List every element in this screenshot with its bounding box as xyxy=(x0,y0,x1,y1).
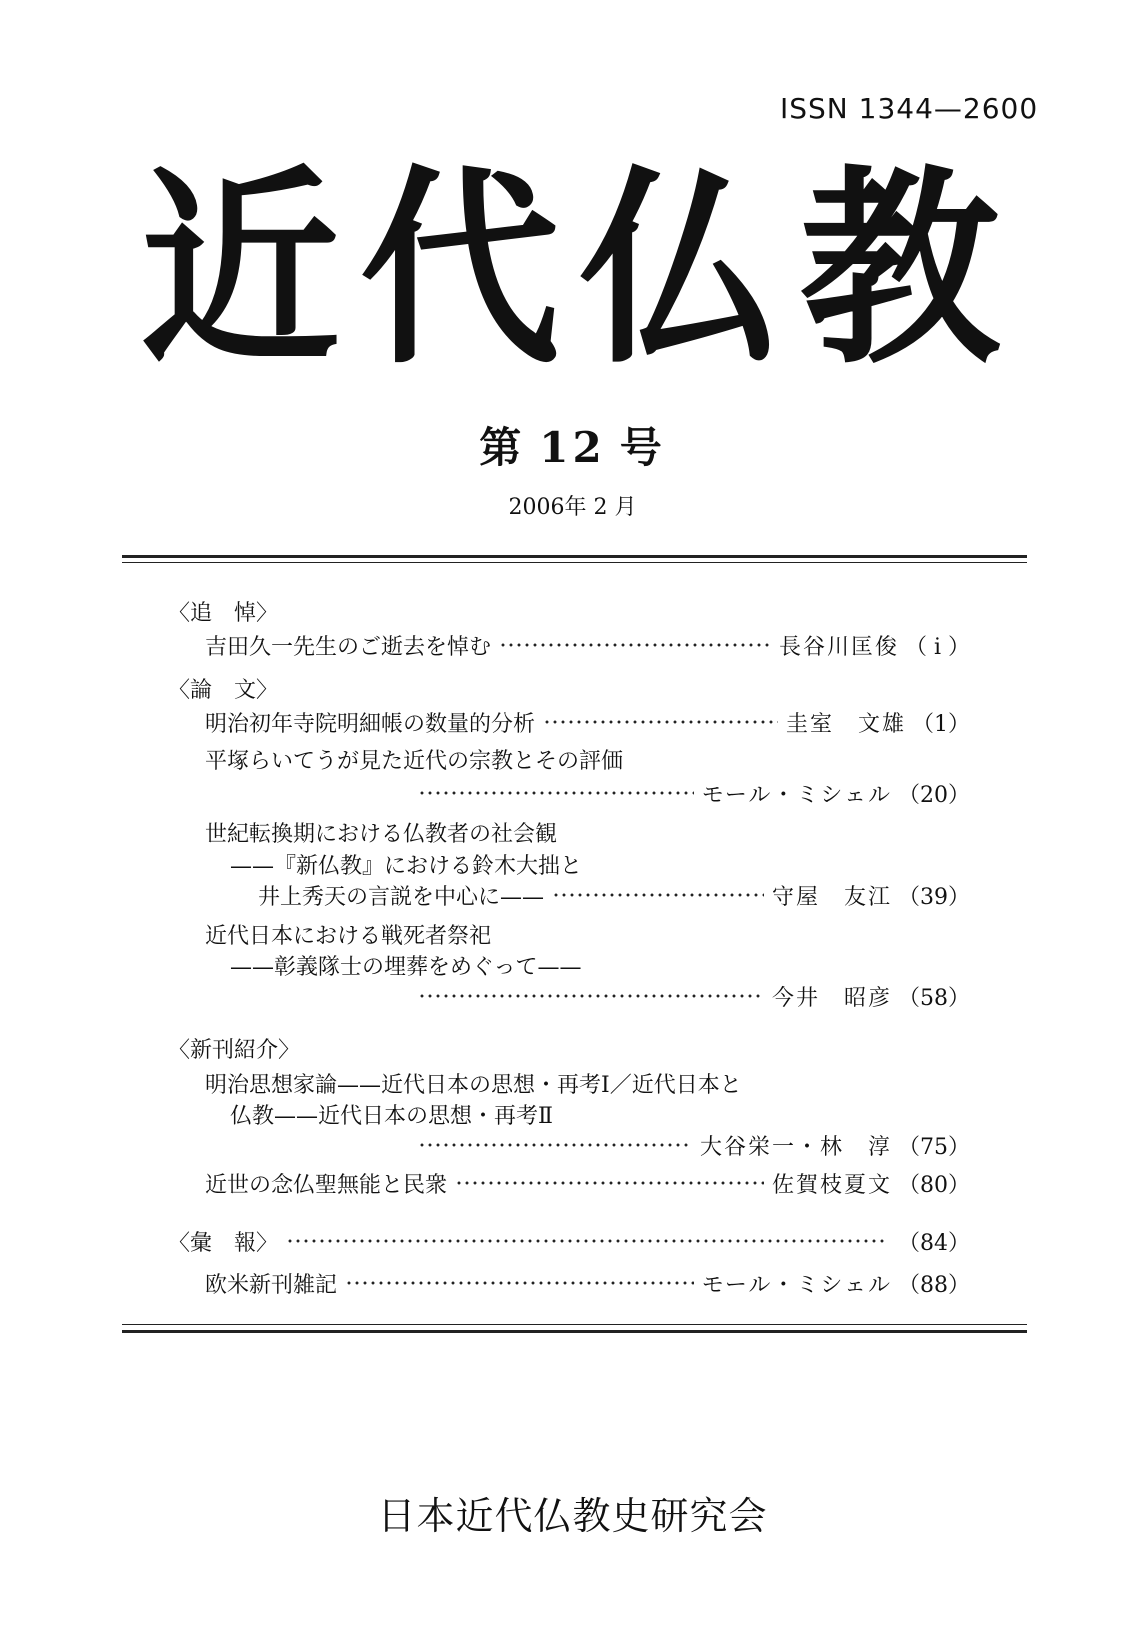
leader-dots xyxy=(552,893,764,897)
section-news: 〈彙 報〉 xyxy=(168,1230,279,1256)
entry-subtitle: ——彰義隊士の埋葬をめぐって—— xyxy=(230,954,582,980)
bottom-rule-thick xyxy=(122,1330,1027,1333)
leader-dots xyxy=(418,791,694,795)
entry-page: （58） xyxy=(898,985,970,1011)
leader-dots xyxy=(455,1181,764,1185)
title-char-3: 仏 xyxy=(579,146,780,393)
issue-suffix: 号 xyxy=(619,423,666,472)
entry-subtitle: ——『新仏教』における鈴木大拙と xyxy=(230,853,583,879)
top-rule-thick xyxy=(122,555,1027,558)
entry-title: 欧米新刊雑記 xyxy=(205,1272,338,1298)
toc-entry-review1[interactable] xyxy=(410,1130,970,1160)
title-char-4: 教 xyxy=(799,146,1000,393)
issue-number xyxy=(0,415,1145,475)
journal-title xyxy=(140,146,1000,393)
section-papers: 〈論 文〉 xyxy=(168,678,279,703)
toc-entry-review1-title[interactable] xyxy=(205,1068,970,1098)
toc-entry-news1[interactable] xyxy=(205,1268,970,1298)
entry-subtitle: 井上秀天の言説を中心に—— xyxy=(258,884,545,910)
entry-title: 平塚らいてうが見た近代の宗教とその評価 xyxy=(205,748,624,774)
toc-entry-paper4[interactable] xyxy=(410,981,970,1011)
toc-entry-paper3[interactable] xyxy=(258,880,970,910)
title-char-2: 代 xyxy=(359,146,560,393)
entry-title: 世紀転換期における仏教者の社会観 xyxy=(205,821,558,847)
toc-entry-news[interactable] xyxy=(168,1226,970,1256)
entry-page: （84） xyxy=(898,1230,970,1256)
toc-entry-paper4-subtitle xyxy=(230,950,970,980)
entry-page: （88） xyxy=(898,1272,970,1298)
leader-dots xyxy=(418,1143,692,1147)
entry-author: 圭室 文雄 xyxy=(785,711,906,737)
entry-page: （39） xyxy=(898,884,970,910)
top-rule-thin xyxy=(122,562,1027,563)
entry-page: （1） xyxy=(912,711,970,737)
bottom-rule-thin xyxy=(122,1324,1027,1325)
toc-entry-paper4-title[interactable] xyxy=(205,919,970,949)
toc-entry-paper3-subtitle1 xyxy=(230,849,970,879)
section-obituary: 〈追 悼〉 xyxy=(168,601,279,626)
entry-title: 明治思想家論——近代日本の思想・再考Ⅰ／近代日本と xyxy=(205,1072,742,1098)
entry-title: 近代日本における戦死者祭祀 xyxy=(205,923,492,949)
toc-entry-review2[interactable] xyxy=(205,1168,970,1198)
leader-dots xyxy=(286,1239,884,1243)
leader-dots xyxy=(499,643,771,647)
entry-title: 近世の念仏聖無能と民衆 xyxy=(205,1172,448,1198)
entry-author: 守屋 友江 xyxy=(771,884,892,910)
entry-author: モール・ミシェル xyxy=(701,1272,892,1298)
toc-entry-paper2-title[interactable] xyxy=(205,744,970,774)
publication-date: 2006年 2 月 xyxy=(508,495,637,520)
issn-number: ISSN 1344—2600 xyxy=(780,92,1039,125)
entry-page: （75） xyxy=(898,1134,970,1160)
publisher-name: 日本近代仏教史研究会 xyxy=(377,1494,768,1538)
entry-author: 長谷川匡俊 xyxy=(778,634,899,660)
entry-author: 大谷栄一・林 淳 xyxy=(699,1134,892,1160)
title-char-1: 近 xyxy=(140,146,341,393)
entry-author: モール・ミシェル xyxy=(701,782,892,808)
leader-dots xyxy=(345,1281,694,1285)
entry-page: （80） xyxy=(898,1172,970,1198)
toc-entry-review1-subtitle xyxy=(230,1099,970,1129)
leader-dots xyxy=(543,720,778,724)
entry-title: 吉田久一先生のご逝去を悼む xyxy=(205,634,492,660)
issue-prefix: 第 xyxy=(479,423,526,472)
entry-page: （20） xyxy=(898,782,970,808)
section-reviews: 〈新刊紹介〉 xyxy=(168,1038,301,1063)
issue-num: 12 xyxy=(539,423,606,472)
leader-dots xyxy=(418,994,764,998)
toc-entry-paper3-title[interactable] xyxy=(205,817,970,847)
toc-entry-obituary[interactable] xyxy=(205,630,970,660)
toc-entry-paper2[interactable] xyxy=(410,778,970,808)
entry-author: 今井 昭彦 xyxy=(771,985,892,1011)
entry-page: （ i ） xyxy=(904,634,970,660)
entry-author: 佐賀枝夏文 xyxy=(771,1172,892,1198)
entry-subtitle: 仏教——近代日本の思想・再考Ⅱ xyxy=(230,1103,553,1129)
entry-title: 明治初年寺院明細帳の数量的分析 xyxy=(205,711,536,737)
toc-entry-paper1[interactable] xyxy=(205,707,970,737)
